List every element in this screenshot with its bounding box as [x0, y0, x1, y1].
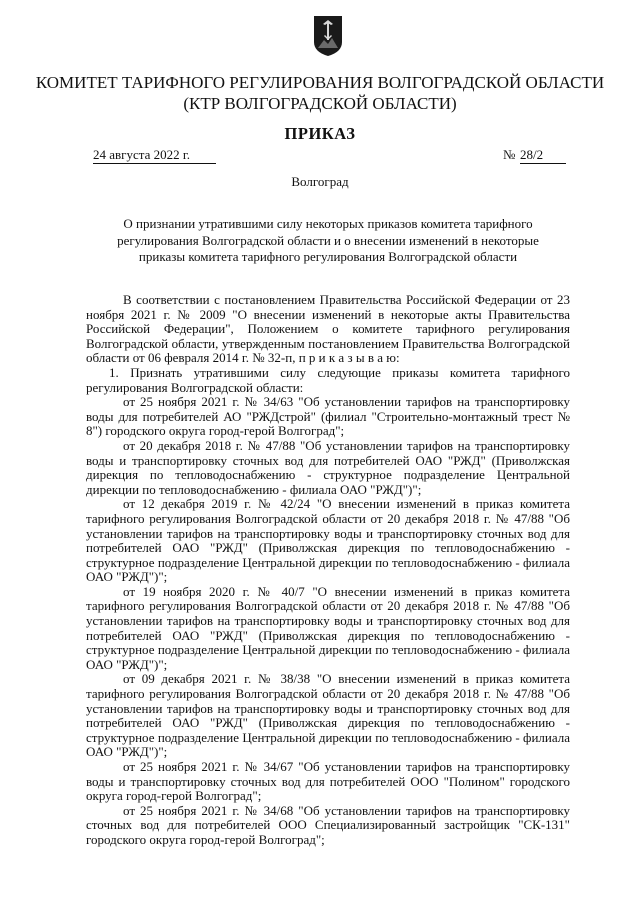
revoked-order-6: от 25 ноября 2021 г. № 34/67 "Об установлении тарифов на транспортировку воды и транспортировку сточных вод для потребителей ООО "Полином" городского округа город-герой Волгоград";	[86, 759, 570, 804]
document-number: 28/2	[520, 147, 566, 164]
number-sign: №	[503, 147, 516, 162]
coat-of-arms-icon	[312, 14, 344, 58]
document-subject: О признании утратившими силу некоторых приказов комитета тарифного регулирования Волгоградской области и о внесении изменений в некоторые приказы комитета тарифного регулирования Волгоградской области	[117, 216, 539, 264]
preamble-paragraph: В соответствии с постановлением Правительства Российской Федерации от 23 ноября 2021 г. № 2009 "О внесении изменений в некоторые акты Правительства Российской Федерации", Положением о комитете тарифного регулирования Волгоградской области, утвержденным постановлением Правительства Волгоградской области от 06 февраля 2014 г. № 32-п, п р и к а з ы в а ю:	[86, 292, 570, 366]
document-date: 24 августа 2022 г.	[93, 147, 216, 164]
city: Волгоград	[291, 174, 349, 189]
organization-abbreviation: (КТР ВОЛГОГРАДСКОЙ ОБЛАСТИ)	[183, 94, 457, 113]
revoked-order-3: от 12 декабря 2019 г. № 42/24 "О внесении изменений в приказ комитета тарифного регулирования Волгоградской области от 20 декабря 2018 г. № 47/88 "Об установлении тарифов на транспортировку воды и транспортировку сточных вод для потребителей ОАО "РЖД" (Приволжская дирекция по тепловодоснабжению - структурное подразделение Центральной дирекции по тепловодоснабжению - филиала ОАО "РЖД")";	[86, 496, 570, 585]
item-1-paragraph: 1. Признать утратившими силу следующие приказы комитета тарифного регулирования Волгоградской области:	[86, 364, 570, 395]
document-title: ПРИКАЗ	[284, 124, 356, 143]
document-body	[86, 293, 570, 848]
revoked-order-1: от 25 ноября 2021 г. № 34/63 "Об установлении тарифов на транспортировку воды для потребителей АО "РЖДстрой" (филиал "Строительно-монтажный трест № 8") городского округа город-герой Волгоград";	[86, 394, 570, 439]
revoked-order-4: от 19 ноября 2020 г. № 40/7 "О внесении изменений в приказ комитета тарифного регулирования Волгоградской области от 20 декабря 2018 г. № 47/88 "Об установлении тарифов на транспортировку воды и транспортировку сточных вод для потребителей ОАО "РЖД" (Приволжская дирекция по тепловодоснабжению - структурное подразделение Центральной дирекции по тепловодоснабжению - филиала ОАО "РЖД")";	[86, 583, 570, 672]
revoked-order-5: от 09 декабря 2021 г. № 38/38 "О внесении изменений в приказ комитета тарифного регулирования Волгоградской области от 20 декабря 2018 г. № 47/88 "Об установлении тарифов на транспортировку воды и транспортировку сточных вод для потребителей ОАО "РЖД" (Приволжская дирекция по тепловодоснабжению - структурное подразделение Центральной дирекции по тепловодоснабжению - филиала ОАО "РЖД")";	[86, 671, 570, 760]
revoked-order-2: от 20 декабря 2018 г. № 47/88 "Об установлении тарифов на транспортировку воды и транспортировку сточных вод для потребителей ОАО "РЖД" (Приволжская дирекция по тепловодоснабжению - структурное подразделение Центральной дирекции по тепловодоснабжению - филиала ОАО "РЖД")";	[86, 437, 570, 497]
revoked-order-7: от 25 ноября 2021 г. № 34/68 "Об установлении тарифов на транспортировку сточных вод для потребителей ООО Специализированный застройщик "СК-131" городского округа город-герой Волгоград";	[86, 802, 570, 847]
organization-name: КОМИТЕТ ТАРИФНОГО РЕГУЛИРОВАНИЯ ВОЛГОГРАДСКОЙ ОБЛАСТИ	[35, 73, 605, 92]
